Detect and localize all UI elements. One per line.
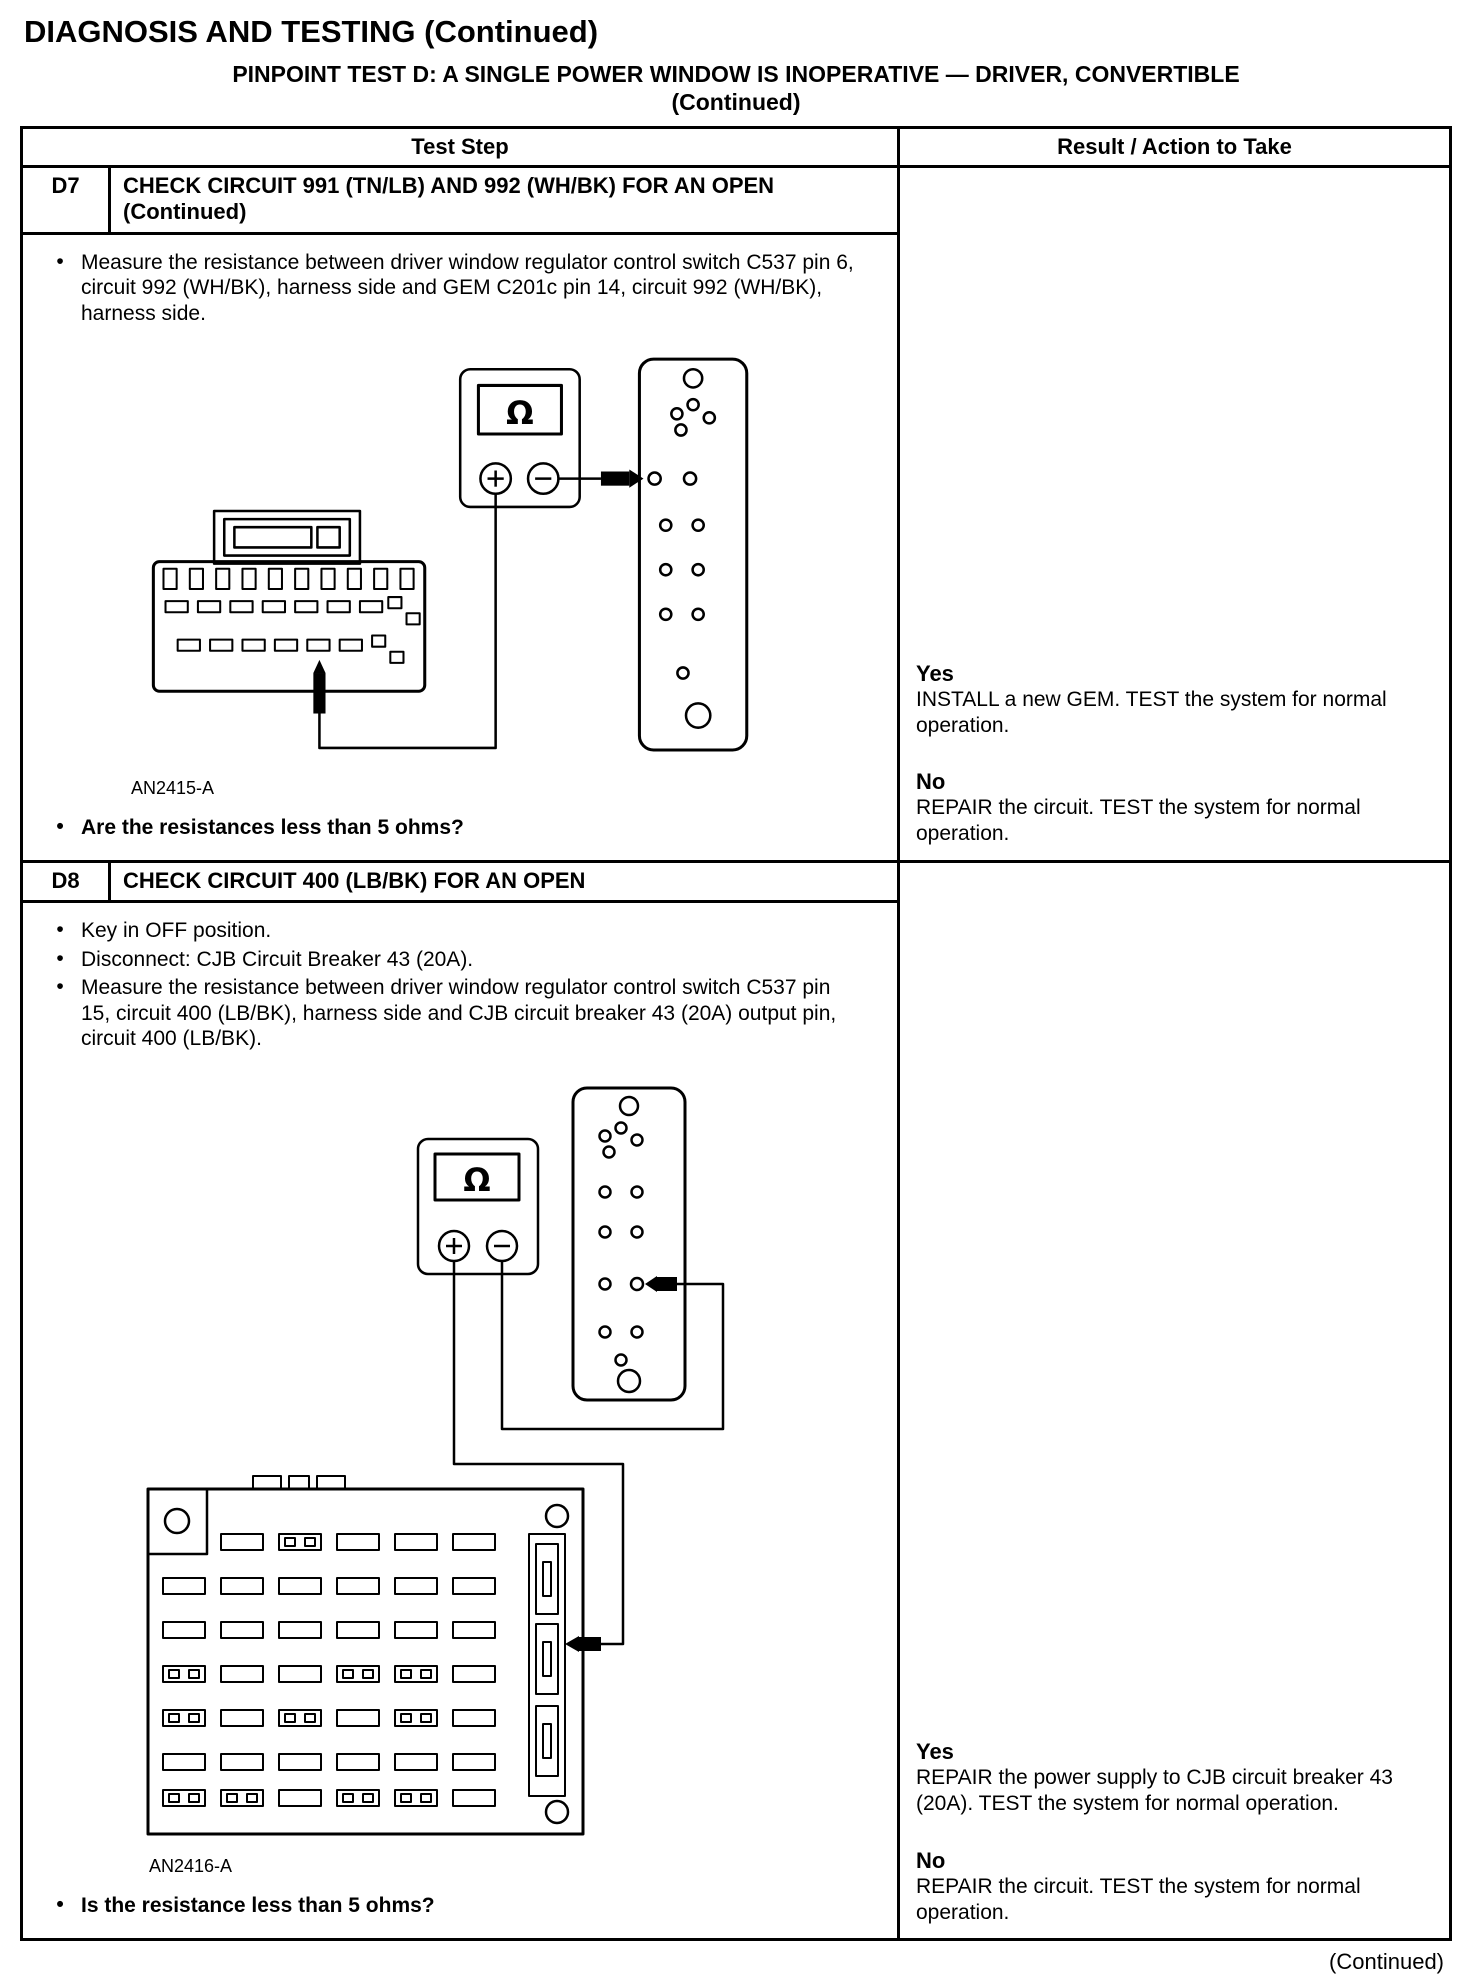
result-yes	[916, 1739, 1431, 1817]
result-answer: Yes	[915, 1739, 954, 1765]
test-question-d7	[39, 815, 891, 841]
result-cell-d7	[900, 168, 1449, 859]
result-yes	[916, 661, 1431, 739]
test-question-d8	[39, 1893, 891, 1919]
test-title-line1: CHECK CIRCUIT 400 (LB/BK) FOR AN OPEN	[123, 867, 586, 893]
results-d7	[916, 661, 1431, 847]
connector-top-pins	[163, 568, 413, 588]
figure-d7	[125, 351, 891, 799]
test-row-d7	[23, 168, 1449, 862]
test-step-cell-d7	[23, 168, 900, 859]
switch-connector-icon	[153, 511, 424, 691]
d8-wiring-diagram-icon	[143, 1084, 743, 1846]
bullet-icon	[39, 815, 81, 841]
pinpoint-test-title-continued: (Continued)	[671, 89, 801, 116]
test-header-d7	[23, 168, 897, 235]
gem-connector-icon	[639, 359, 746, 750]
column-header-result: Result / Action to Take	[1057, 134, 1292, 160]
step-text: Disconnect: CJB Circuit Breaker 43 (20A).	[81, 947, 474, 971]
test-step-item	[39, 918, 891, 944]
ohm-symbol: Ω	[463, 1160, 491, 1199]
test-body-d8	[23, 903, 897, 1938]
test-title-d8	[111, 863, 897, 900]
fuse-box-icon	[148, 1476, 583, 1834]
result-answer: Yes	[915, 661, 954, 687]
multimeter-icon	[418, 1139, 538, 1274]
bullet-icon	[39, 918, 81, 944]
step-text: Measure the resistance between driver window regulator control switch C537 pin 15, circuit 400 (LB/BK), harness side and CJB circuit breaker 43 (20A) output pin, circuit 400 (LB/BK).	[81, 976, 837, 1051]
test-row-d8	[23, 863, 1449, 1938]
test-step-item	[39, 250, 891, 327]
test-step-item	[39, 947, 891, 973]
results-d8	[916, 1739, 1431, 1925]
column-header-test-step: Test Step	[23, 129, 900, 165]
connector-probe-icon	[645, 1276, 677, 1292]
minus-terminal-icon	[487, 1231, 517, 1261]
result-answer: No	[915, 1847, 946, 1873]
result-answer: No	[915, 769, 946, 795]
question-text: Is the resistance less than 5 ohms?	[81, 1893, 435, 1917]
multimeter-icon	[460, 369, 579, 507]
bullet-icon	[39, 947, 81, 973]
test-title-line1: CHECK CIRCUIT 991 (TN/LB) AND 992 (WH/BK) FOR AN OPEN	[123, 173, 775, 199]
result-action: REPAIR the circuit. TEST the system for normal operation.	[915, 1874, 1361, 1924]
connector-pin-row-1	[166, 597, 420, 624]
negative-probe-icon	[601, 469, 644, 487]
page-title: DIAGNOSIS AND TESTING (Continued)	[24, 14, 599, 49]
step-text: Measure the resistance between driver window regulator control switch C537 pin 6, circuit 992 (WH/BK), harness side and GEM C201c pin 14, circuit 992 (WH/BK), harness side.	[81, 250, 854, 326]
test-step-cell-d8	[23, 863, 900, 1938]
step-text: Key in OFF position.	[81, 918, 272, 942]
test-header-d8	[23, 863, 897, 903]
figure-label-d8: AN2416-A	[149, 1855, 233, 1876]
plus-terminal-icon	[480, 463, 510, 493]
bullet-icon	[39, 975, 81, 1052]
pinpoint-test-table	[20, 126, 1452, 1940]
plus-terminal-icon	[439, 1231, 469, 1261]
relay-strip	[529, 1534, 565, 1796]
question-text: Are the resistances less than 5 ohms?	[81, 815, 464, 839]
result-no	[916, 1848, 1431, 1926]
positive-probe-icon	[313, 660, 325, 714]
fuse-grid	[163, 1534, 495, 1806]
figure-d8	[143, 1084, 891, 1877]
figure-label-d7: AN2415-A	[131, 777, 215, 798]
test-step-item	[39, 975, 891, 1052]
minus-terminal-icon	[528, 463, 558, 493]
result-no	[916, 769, 1431, 847]
positive-lead-wire	[454, 1261, 623, 1644]
test-id-d7: D7	[23, 168, 111, 232]
ohm-symbol: Ω	[506, 393, 534, 432]
result-action: REPAIR the circuit. TEST the system for normal operation.	[915, 796, 1361, 846]
test-id-d8: D8	[23, 863, 111, 900]
d7-wiring-diagram-icon	[125, 351, 765, 768]
result-action: INSTALL a new GEM. TEST the system for normal operation.	[915, 688, 1387, 738]
result-cell-d8	[900, 863, 1449, 1938]
pinpoint-test-heading	[20, 60, 1452, 116]
table-header-row	[23, 129, 1449, 168]
test-title-d7	[111, 168, 897, 232]
bullet-icon	[39, 1893, 81, 1919]
negative-lead-wire	[502, 1261, 723, 1429]
test-body-d7	[23, 235, 897, 860]
connector-pin-row-2	[178, 635, 404, 662]
test-title-line2: (Continued)	[123, 199, 247, 225]
switch-connector-icon	[573, 1088, 685, 1400]
bullet-icon	[39, 250, 81, 327]
page-footer: (Continued)	[1329, 1948, 1444, 1974]
result-action: REPAIR the power supply to CJB circuit breaker 43 (20A). TEST the system for normal operation.	[915, 1766, 1393, 1816]
pinpoint-test-title: PINPOINT TEST D: A SINGLE POWER WINDOW IS INOPERATIVE — DRIVER, CONVERTIBLE	[232, 61, 1240, 87]
